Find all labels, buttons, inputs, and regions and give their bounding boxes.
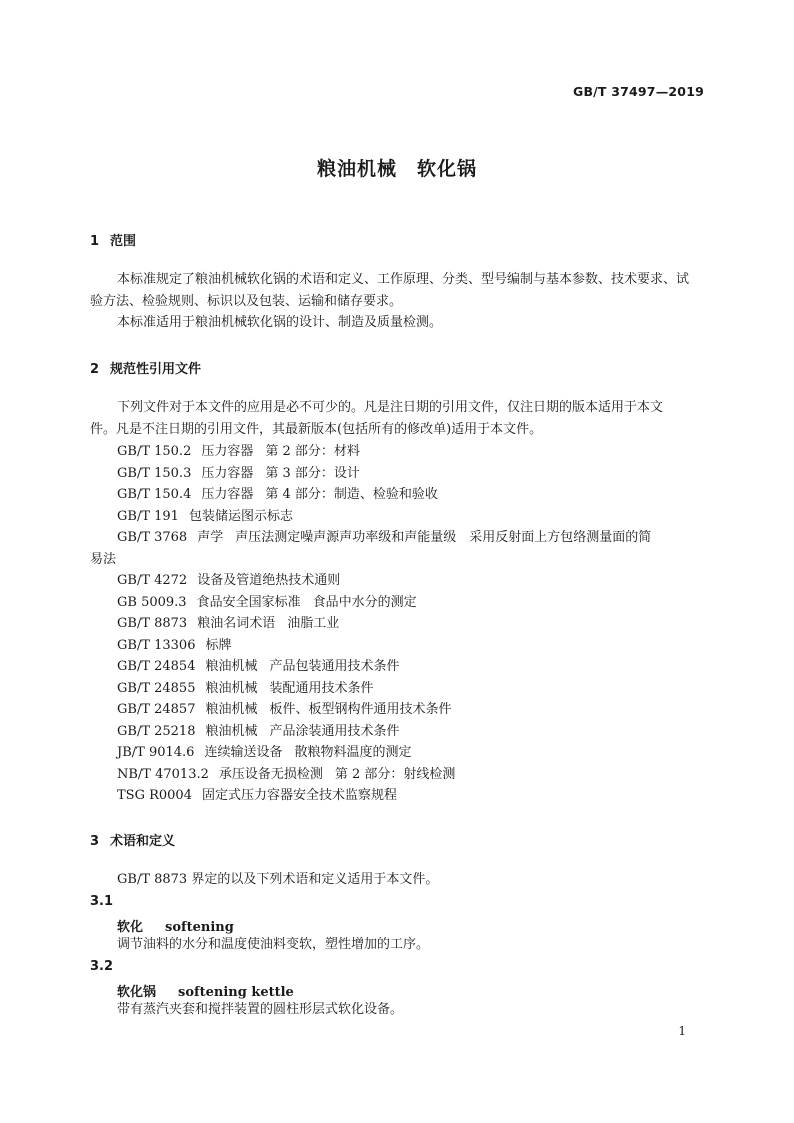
section-title: 规范性引用文件 — [110, 362, 202, 377]
reference-code: GB/T 24854 — [117, 659, 196, 674]
reference-item — [117, 638, 232, 654]
reference-code: NB/T 47013.2 — [117, 767, 209, 782]
reference-code: GB/T 3768 — [117, 530, 188, 545]
reference-item — [117, 530, 651, 546]
reference-code: GB/T 150.4 — [117, 487, 192, 502]
reference-title: 固定式压力容器安全技术监察规程 — [201, 788, 397, 803]
section-number: 2 — [90, 362, 100, 377]
reference-item — [117, 487, 438, 503]
reference-item — [117, 788, 397, 804]
reference-title: 包装储运图示标志 — [188, 509, 293, 524]
reference-code: GB/T 13306 — [117, 638, 196, 653]
reference-title: 设备及管道绝热技术通则 — [197, 573, 341, 588]
paragraph-line: 下列文件对于本文件的应用是必不可少的。凡是注日期的引用文件，仅注日期的版本适用于本文 — [117, 400, 664, 415]
reference-item — [117, 595, 417, 611]
section-3-heading — [90, 830, 175, 849]
reference-code: GB/T 25218 — [117, 724, 196, 739]
reference-code: GB/T 24855 — [117, 681, 196, 696]
reference-subtitle: 第 4 部分：制造、检验和验收 — [265, 487, 438, 502]
term-entry — [117, 916, 234, 935]
section-number: 1 — [90, 234, 100, 249]
paragraph-line: 本标准规定了粮油机械软化锅的术语和定义、工作原理、分类、型号编制与基本参数、技术要求、试 — [117, 272, 690, 287]
reference-item — [117, 702, 452, 718]
reference-code: GB/T 4272 — [117, 573, 188, 588]
paragraph-line: 件。凡是不注日期的引用文件，其最新版本(包括所有的修改单)适用于本文件。 — [90, 422, 543, 437]
term-en: softening — [165, 920, 234, 935]
standard-code: GB/T 37497—2019 — [572, 84, 704, 99]
term-definition: 调节油料的水分和温度使油料变软，塑性增加的工序。 — [117, 937, 430, 952]
reference-item — [117, 616, 339, 632]
reference-title: 压力容器 — [201, 444, 254, 459]
reference-item — [117, 745, 411, 761]
reference-title: 食品安全国家标准 — [196, 595, 301, 610]
paragraph-line: GB/T 8873 界定的以及下列术语和定义适用于本文件。 — [117, 872, 439, 887]
section-1-heading — [90, 230, 136, 249]
reference-subtitle: 板件、板型钢构件通用技术条件 — [269, 702, 452, 717]
reference-subtitle: 声压法测定噪声源声功率级和声能量级 采用反射面上方包络测量面的简 — [235, 530, 652, 545]
reference-subtitle: 产品包装通用技术条件 — [269, 659, 400, 674]
reference-title: 粮油机械 — [205, 659, 258, 674]
reference-code: GB/T 150.3 — [117, 466, 192, 481]
clause-number: 3.2 — [90, 959, 114, 974]
term-en: softening kettle — [178, 985, 294, 1000]
term-definition: 带有蒸汽夹套和搅拌装置的圆柱形层式软化设备。 — [117, 1002, 404, 1017]
page-number: 1 — [678, 1024, 686, 1038]
reference-title: 粮油机械 — [205, 724, 258, 739]
reference-item — [117, 681, 374, 697]
reference-subtitle: 散粮物料温度的测定 — [294, 745, 412, 760]
reference-item — [117, 509, 293, 525]
reference-code: GB/T 24857 — [117, 702, 196, 717]
reference-subtitle: 第 2 部分：材料 — [265, 444, 360, 459]
reference-item — [117, 767, 455, 783]
section-title: 术语和定义 — [110, 834, 176, 849]
reference-code: GB/T 150.2 — [117, 444, 192, 459]
reference-subtitle: 食品中水分的测定 — [312, 595, 417, 610]
reference-code: GB 5009.3 — [117, 595, 187, 610]
reference-code: JB/T 9014.6 — [117, 745, 195, 760]
reference-subtitle: 装配通用技术条件 — [269, 681, 374, 696]
reference-title: 粮油机械 — [205, 681, 258, 696]
section-number: 3 — [90, 834, 100, 849]
reference-subtitle: 第 3 部分：设计 — [265, 466, 360, 481]
reference-subtitle: 产品涂装通用技术条件 — [269, 724, 400, 739]
reference-subtitle: 第 2 部分：射线检测 — [334, 767, 456, 782]
reference-item — [117, 659, 400, 675]
section-2-heading — [90, 358, 201, 377]
term-zh: 软化锅 — [117, 985, 157, 1000]
reference-subtitle: 油脂工业 — [287, 616, 340, 631]
reference-title: 粮油名词术语 — [197, 616, 276, 631]
reference-title: 声学 — [197, 530, 224, 545]
reference-item — [117, 444, 360, 460]
paragraph-line: 本标准适用于粮油机械软化锅的设计、制造及质量检测。 — [117, 315, 443, 330]
reference-title: 承压设备无损检测 — [218, 767, 323, 782]
reference-item — [117, 573, 340, 589]
reference-item — [117, 724, 400, 740]
section-title: 范围 — [110, 234, 137, 249]
document-title: 粮油机械 软化锅 — [316, 158, 477, 180]
term-entry — [117, 981, 294, 1000]
clause-number: 3.1 — [90, 894, 114, 909]
paragraph-line: 验方法、检验规则、标识以及包装、运输和储存要求。 — [90, 294, 403, 309]
reference-item — [117, 466, 360, 482]
reference-code: GB/T 8873 — [117, 616, 188, 631]
reference-continuation: 易法 — [90, 552, 117, 567]
term-zh: 软化 — [117, 920, 144, 935]
reference-title: 压力容器 — [201, 487, 254, 502]
reference-title: 粮油机械 — [205, 702, 258, 717]
reference-code: TSG R0004 — [117, 788, 192, 803]
reference-code: GB/T 191 — [117, 509, 179, 524]
reference-title: 压力容器 — [201, 466, 254, 481]
reference-title: 标牌 — [205, 638, 232, 653]
reference-title: 连续输送设备 — [204, 745, 283, 760]
